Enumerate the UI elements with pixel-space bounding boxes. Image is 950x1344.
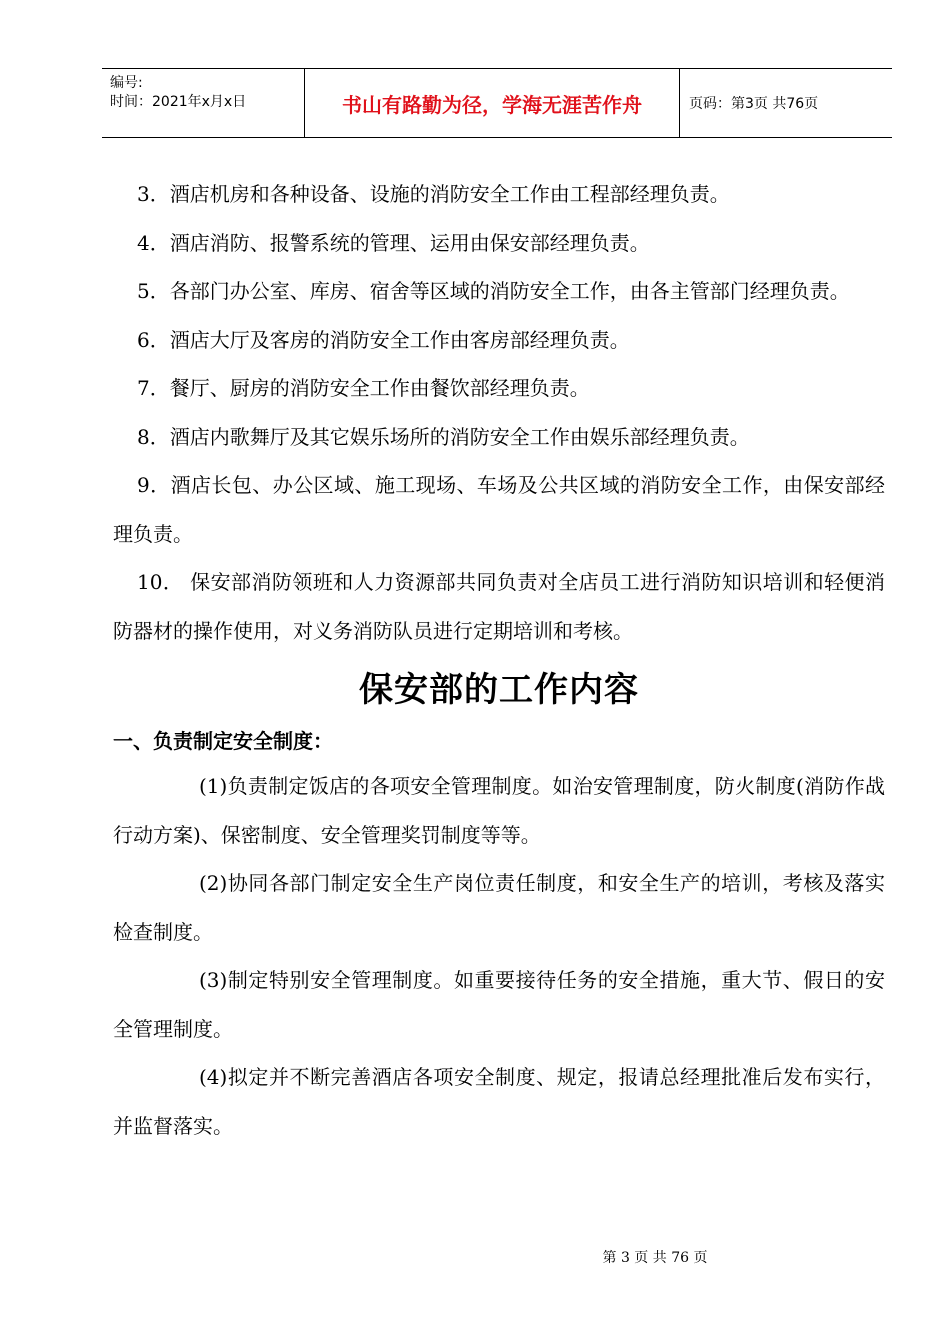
paragraph-7: 7．餐厅、厨房的消防安全工作由餐饮部经理负责。 bbox=[137, 376, 590, 400]
paragraph-3: 3．酒店机房和各种设备、设施的消防安全工作由工程部经理负责。 bbox=[137, 182, 730, 206]
section-title: 保安部的工作内容 bbox=[359, 670, 639, 710]
section-item-3: (3)制定特别安全管理制度。如重要接待任务的安全措施，重大节、假日的安全管理制度。 bbox=[113, 968, 885, 1041]
section-item-4: (4)拟定并不断完善酒店各项安全制度、规定，报请总经理批准后发布实行，并监督落实。 bbox=[113, 1065, 885, 1138]
paragraph-9: 9．酒店长包、办公区域、施工现场、车场及公共区域的消防安全工作，由保安部经理负责。 bbox=[113, 473, 885, 546]
paragraph-10: 10． 保安部消防领班和人力资源部共同负责对全店员工进行消防知识培训和轻便消防器材的操作使用，对义务消防队员进行定期培训和考核。 bbox=[113, 570, 885, 643]
header-meta bbox=[102, 69, 302, 137]
section-item-2: (2)协同各部门制定安全生产岗位责任制度，和安全生产的培训，考核及落实检查制度。 bbox=[113, 871, 885, 944]
page-footer bbox=[0, 1247, 950, 1267]
section-item-1: (1)负责制定饭店的各项安全管理制度。如治安管理制度，防火制度(消防作战行动方案)、保密制度、安全管理奖罚制度等等。 bbox=[113, 774, 885, 847]
page-header bbox=[102, 68, 892, 138]
section-heading-1: 一、负责制定安全制度： bbox=[113, 729, 333, 753]
footer-page-number: 第 3 页 共 76 页 bbox=[602, 1250, 708, 1266]
document-body bbox=[113, 170, 885, 1150]
paragraph-6: 6．酒店大厅及客房的消防安全工作由客房部经理负责。 bbox=[137, 327, 630, 352]
header-page-info: 页码：第3页 共76页 bbox=[689, 96, 819, 112]
header-time: 时间：2021年x月x日 bbox=[110, 94, 247, 110]
header-motto: 书山有路勤为径，学海无涯苦作舟 bbox=[304, 69, 680, 137]
paragraph-4: 4．酒店消防、报警系统的管理、运用由保安部经理负责。 bbox=[137, 230, 650, 255]
paragraph-5: 5．各部门办公室、库房、宿舍等区域的消防安全工作，由各主管部门经理负责。 bbox=[137, 279, 850, 303]
paragraph-8: 8．酒店内歌舞厅及其它娱乐场所的消防安全工作由娱乐部经理负责。 bbox=[137, 424, 750, 449]
header-number-label: 编号: bbox=[110, 75, 143, 91]
